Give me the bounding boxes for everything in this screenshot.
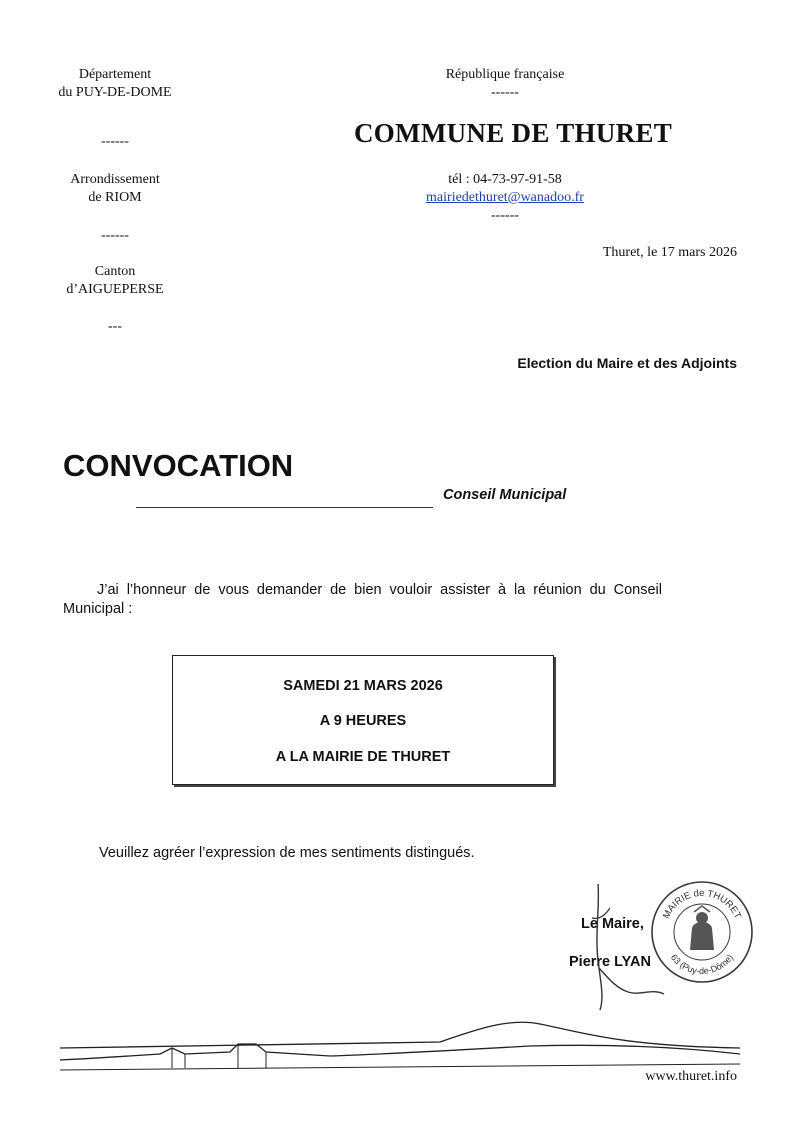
arrondissement-name: de RIOM: [88, 190, 142, 205]
marianne-emblem-icon: [690, 906, 714, 950]
departement-block: [40, 66, 190, 102]
closing-line: Veuillez agréer l’expression de mes sentiments distingués.: [99, 845, 475, 861]
separator-1: ------: [101, 134, 129, 149]
departement-label: Département: [78, 67, 152, 82]
republique-block: [360, 66, 650, 102]
arrondissement-block: [40, 171, 190, 207]
stamp-bottom-text: 63 (Puy-de-Dôme): [668, 952, 736, 977]
meeting-date: SAMEDI 21 MARS 2026: [283, 678, 443, 694]
meeting-box: [172, 655, 554, 785]
convocation-title: CONVOCATION: [63, 448, 294, 483]
signature-role: Le Maire,: [581, 916, 644, 932]
meeting-place: A LA MAIRIE DE THURET: [275, 749, 451, 765]
mairie-stamp: [648, 878, 756, 986]
canton-name: d’AIGUEPERSE: [66, 282, 164, 297]
footer-website[interactable]: www.thuret.info: [645, 1069, 737, 1084]
republique-separator: ------: [491, 85, 519, 100]
republique-label: République française: [445, 67, 565, 82]
canton-block: [40, 263, 190, 299]
signature-name: Pierre LYAN: [569, 954, 651, 970]
arrondissement-label: Arrondissement: [70, 172, 160, 187]
contact-block: [360, 171, 650, 225]
date-line: Thuret, le 17 mars 2026: [602, 245, 737, 260]
email-link[interactable]: mairiedethuret@wanadoo.fr: [426, 190, 584, 205]
landscape-line-drawing: [60, 1018, 740, 1078]
telephone: tél : 04-73-97-91-58: [448, 172, 562, 187]
recipient-underline: [136, 507, 433, 508]
canton-label: Canton: [94, 264, 136, 279]
subject-line: Election du Maire et des Adjoints: [517, 355, 737, 371]
stamp-top-text: MAIRIE de THURET: [660, 887, 744, 921]
commune-title: COMMUNE DE THURET: [353, 118, 673, 148]
recipient-label: Conseil Municipal: [443, 487, 567, 503]
separator-3: ---: [108, 319, 122, 334]
contact-separator: ------: [491, 208, 519, 223]
separator-2: ------: [101, 228, 129, 243]
body-paragraph: J’ai l’honneur de vous demander de bien vouloir assister à la réunion du Conseil Municipal :: [63, 582, 662, 617]
meeting-time: A 9 HEURES: [319, 713, 407, 729]
departement-name: du PUY-DE-DOME: [58, 85, 172, 100]
